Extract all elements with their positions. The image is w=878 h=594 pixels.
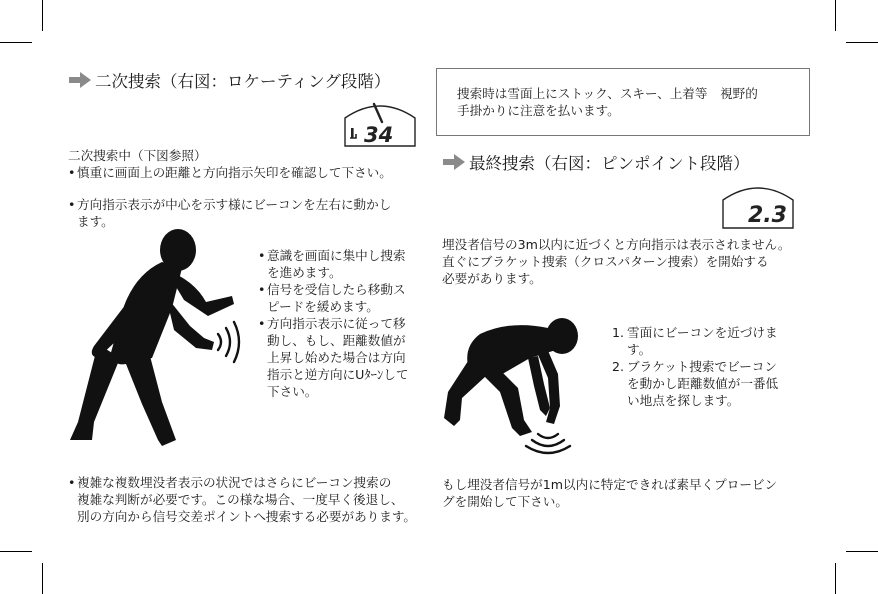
beacon-display-icon [342, 100, 418, 148]
crop-mark [42, 563, 43, 594]
crop-mark [846, 42, 878, 43]
pinpointing-silhouette [440, 312, 590, 458]
pinpoint-steps [612, 324, 778, 409]
search-tip-box: 捜索時は雪面上にストック、スキー、上着等 視野的 手掛かりに注意を払います。 [436, 68, 810, 136]
distance-readout: 2.3 [748, 203, 787, 228]
heading-text: 二次捜索（右図：ロケーティング段階） [95, 72, 391, 91]
arrow-right-icon [442, 153, 466, 171]
bullet-item: • 意識を画面に集中し捜索 を進めます。 [258, 247, 408, 281]
heading-text: 最終捜索（右図：ピンポイント段階） [469, 154, 750, 173]
crop-mark [835, 0, 836, 31]
arrow-right-icon [68, 71, 92, 89]
searcher-silhouette [66, 226, 252, 450]
crop-mark [835, 563, 836, 594]
probing-paragraph: もし埋没者信号が1m以内に特定できれば素早くプロービン グを開始して下さい。 [442, 477, 778, 509]
final-search-paragraph: 埋没者信号の3m以内に近づくと方向指示は表示されません。 直ぐにブラケット捜索（クロスパターン捜索）を開始する 必要があります。 [442, 237, 791, 286]
crop-mark [42, 0, 43, 31]
crop-mark [0, 551, 32, 552]
secondary-search-intro: 二次捜索中（下図参照） • 慎重に画面上の距離と方向指示矢印を確認して下さい。 [68, 147, 392, 181]
bullet-item: • 慎重に画面上の距離と方向指示矢印を確認して下さい。 [68, 164, 392, 181]
secondary-search-heading [68, 68, 390, 92]
bullet-item: • 方向指示表示が中心を示す様にビーコンを左右に動かし ます。 [68, 196, 391, 230]
bullet-item: • 方向指示表示に従って移 動し、もし、距離数値が 上昇し始めた場合は方向 指示と逆方向にUﾀｰﾝして 下さい。 [258, 315, 408, 400]
crop-mark [846, 551, 878, 552]
bullet-item: • 複雑な複数埋没者表示の状況ではさらにビーコン捜索の 複雑な判断が必要です。この様な場合、一度早く後退し、 別の方向から信号交差ポイントへ捜索する必要があります。 [68, 474, 416, 525]
side-bullets [258, 247, 408, 400]
distance-readout: 34 [364, 123, 394, 147]
crop-mark [0, 42, 32, 43]
beacon-display-icon [720, 180, 796, 230]
list-item: 1. 雪面にビーコンを近づけま す。 [612, 325, 778, 357]
bullet-item: • 信号を受信したら移動ス ピードを緩めます。 [258, 281, 408, 315]
list-item: 2. ブラケット捜索でビーコン を動かし距離数値が一番低 い地点を探します。 [612, 359, 779, 408]
final-search-heading [442, 150, 750, 174]
